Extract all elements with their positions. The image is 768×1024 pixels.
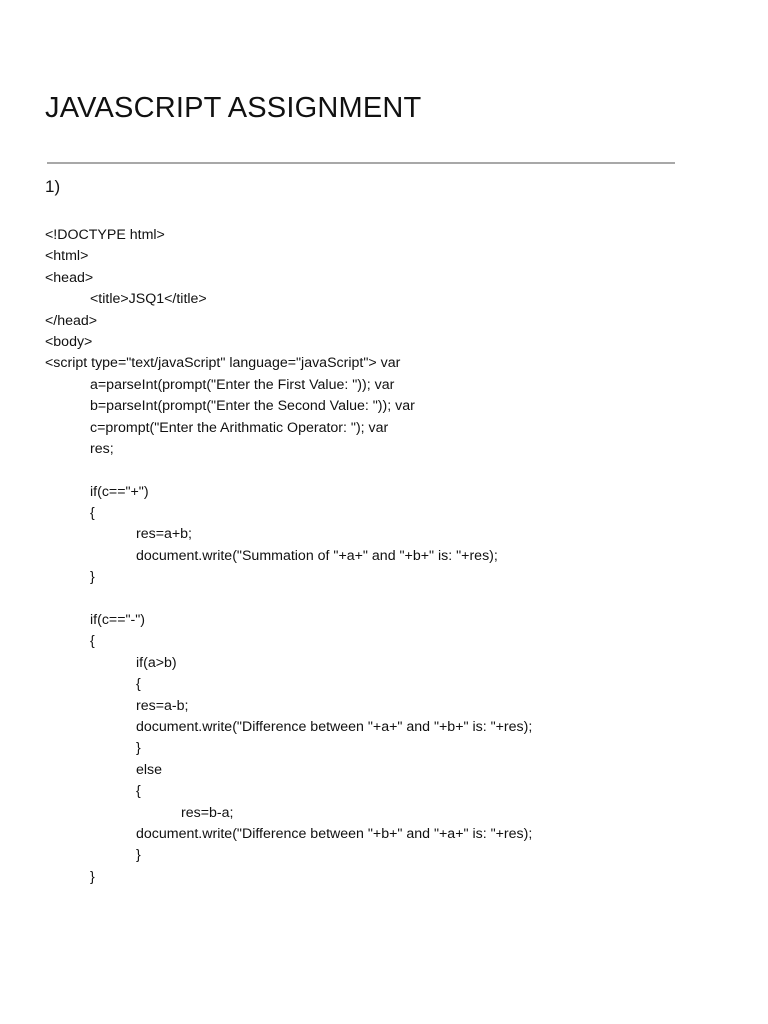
- code-line: else: [136, 761, 163, 778]
- code-line: res=a-b;: [136, 697, 189, 714]
- code-line: {: [136, 783, 141, 800]
- code-line: [0, 589, 768, 610]
- code-line: }: [90, 868, 95, 885]
- code-line: {: [90, 505, 95, 522]
- code-line: <title>JSQ1</title>: [90, 291, 207, 308]
- code-line: document.write("Summation of "+a+" and "+b+" is: "+res);: [136, 547, 498, 564]
- code-line: <script type="text/javaScript" language="javaScript"> var: [45, 355, 401, 372]
- code-line: document.write("Difference between "+a+" and "+b+" is: "+res);: [136, 718, 533, 735]
- code-line: {: [90, 633, 95, 650]
- code-line: </head>: [45, 312, 98, 329]
- code-line: }: [136, 740, 141, 757]
- code-line: <!DOCTYPE html>: [45, 227, 165, 243]
- code-line: a=parseInt(prompt("Enter the First Value: ")); var: [90, 376, 395, 393]
- code-line: <head>: [45, 269, 94, 286]
- question-number: 1): [45, 177, 61, 196]
- code-line: [0, 460, 768, 481]
- code-line: if(c=="+"): [90, 483, 149, 500]
- code-line: res=b-a;: [181, 804, 234, 821]
- horizontal-rule: [47, 162, 675, 164]
- code-line: {: [136, 676, 141, 693]
- code-block: [0, 225, 768, 888]
- document-title: JAVASCRIPT ASSIGNMENT: [45, 92, 422, 124]
- code-line: res=a+b;: [136, 526, 193, 543]
- code-line: c=prompt("Enter the Arithmatic Operator: "); var: [90, 419, 389, 436]
- code-line: <html>: [45, 248, 89, 265]
- code-line: res;: [90, 440, 114, 457]
- code-line: }: [90, 569, 95, 586]
- code-line: <body>: [45, 333, 93, 350]
- code-line: if(c=="-"): [90, 612, 146, 629]
- code-line: if(a>b): [136, 654, 177, 671]
- code-line: }: [136, 847, 141, 864]
- code-line: document.write("Difference between "+b+" and "+a+" is: "+res);: [136, 825, 533, 842]
- code-line: b=parseInt(prompt("Enter the Second Value: ")); var: [90, 398, 415, 415]
